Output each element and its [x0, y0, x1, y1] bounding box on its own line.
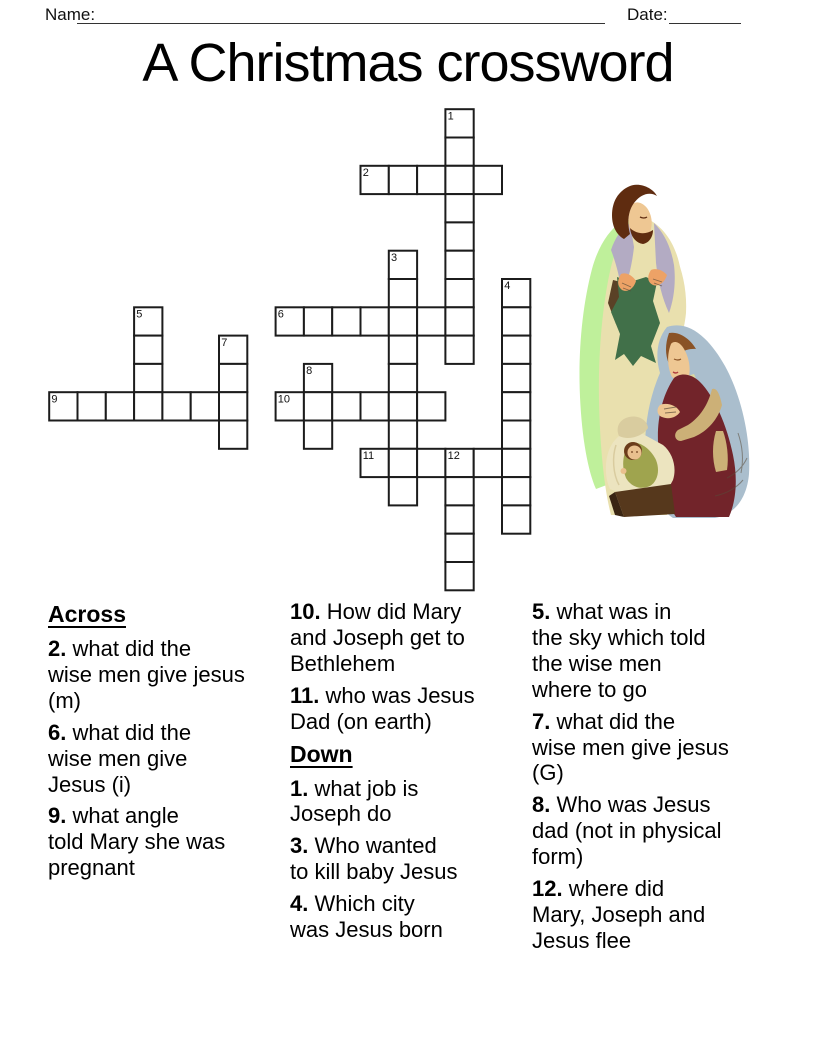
grid-cell: [502, 449, 530, 477]
grid-cell: [360, 307, 388, 335]
crossword-grid: [48, 108, 533, 593]
grid-cell: [502, 364, 530, 392]
clue-3: 3. Who wanted to kill baby Jesus: [290, 833, 458, 885]
clue-number: 6.: [48, 719, 67, 745]
grid-cell: [389, 307, 417, 335]
grid-cell-number: 7: [220, 336, 228, 349]
grid-cell: [162, 392, 190, 420]
name-label: Name:: [45, 5, 96, 24]
date-blank-line: [669, 23, 741, 24]
grid-cell-number: 2: [362, 166, 369, 179]
grid-cell: [389, 477, 417, 505]
grid-cell: [304, 307, 332, 335]
clue-number: 1.: [290, 775, 309, 801]
grid-cell: [389, 166, 417, 194]
grid-cell: [502, 307, 530, 335]
clue-11: 11. who was Jesus Dad (on earth): [290, 682, 475, 734]
clue-number: 10.: [290, 599, 321, 624]
grid-cell-number: 12: [447, 449, 460, 462]
clue-number: 12.: [532, 876, 563, 902]
grid-cell-number: 4: [503, 279, 511, 292]
grid-cell: [332, 392, 360, 420]
clues-heading-down: Down: [290, 740, 353, 767]
grid-cell: [417, 166, 445, 194]
grid-cell: [304, 420, 332, 448]
clue-9: 9. what angle told Mary she was pregnant: [48, 803, 226, 881]
name-blank-line: [77, 23, 605, 24]
clue-5: 5. what was in the sky which told the wise men where to go: [532, 599, 706, 702]
grid-cell: [445, 307, 473, 335]
date-label: Date:: [627, 5, 668, 24]
grid-cell-number: 9: [51, 393, 58, 406]
grid-cell: [445, 477, 473, 505]
worksheet-title: A Christmas crossword: [142, 33, 674, 93]
grid-cell: [445, 505, 473, 533]
grid-cell: [389, 364, 417, 392]
grid-cell: [502, 335, 530, 363]
grid-cell: [389, 335, 417, 363]
grid-cell: [417, 392, 445, 420]
clue-number: 5.: [532, 599, 551, 624]
clue-number: 9.: [48, 803, 67, 829]
grid-cell: [304, 392, 332, 420]
grid-cell: [445, 222, 473, 250]
grid-cell: [360, 392, 388, 420]
grid-cell-number: 8: [305, 364, 313, 377]
clues-column-middle: [290, 599, 530, 949]
grid-cell: [417, 449, 445, 477]
grid-cell: [445, 279, 473, 307]
grid-cell-number: 1: [447, 110, 454, 123]
grid-cell: [445, 250, 473, 278]
grid-cell: [106, 392, 134, 420]
clue-8: 8. Who was Jesus dad (not in physical form): [532, 792, 722, 870]
grid-cell: [445, 137, 473, 165]
grid-cell: [502, 477, 530, 505]
clue-7: 7. what did the wise men give jesus (G): [532, 708, 729, 786]
grid-cell: [417, 307, 445, 335]
grid-cell: [445, 194, 473, 222]
grid-cell: [77, 392, 105, 420]
grid-cell: [445, 335, 473, 363]
grid-cell: [389, 420, 417, 448]
grid-cell-number: 6: [277, 308, 284, 321]
grid-cell-number: 10: [277, 393, 290, 406]
grid-cell-number: 11: [362, 449, 374, 462]
grid-cell: [445, 166, 473, 194]
clue-number: 3.: [290, 833, 309, 859]
clue-number: 7.: [532, 708, 551, 734]
clues-heading-across: Across: [48, 601, 126, 627]
grid-cell: [332, 307, 360, 335]
grid-cell: [445, 533, 473, 561]
grid-cell-number: 3: [390, 251, 397, 264]
grid-cell: [473, 449, 501, 477]
nativity-illustration: [570, 183, 762, 523]
grid-cell: [389, 449, 417, 477]
clue-4: 4. Which city was Jesus born: [290, 891, 443, 943]
clue-number: 2.: [48, 636, 67, 661]
clue-number: 11.: [290, 682, 320, 708]
grid-cell: [219, 364, 247, 392]
clue-number: 8.: [532, 792, 551, 818]
grid-cell: [502, 420, 530, 448]
grid-cell: [445, 562, 473, 590]
grid-cell: [502, 505, 530, 533]
grid-cell: [219, 420, 247, 448]
grid-cell: [134, 392, 162, 420]
clues-column-across: [48, 599, 290, 887]
grid-cell: [219, 392, 247, 420]
clue-1: 1. what job is Joseph do: [290, 775, 419, 827]
clue-12: 12. where did Mary, Joseph and Jesus flee: [532, 876, 706, 953]
grid-cell: [134, 335, 162, 363]
clue-6: 6. what did the wise men give Jesus (i): [48, 719, 192, 797]
grid-cell: [389, 392, 417, 420]
grid-cell-number: 5: [136, 308, 143, 321]
clue-10: 10. How did Mary and Joseph get to Bethlehem: [290, 599, 465, 676]
clue-number: 4.: [290, 891, 309, 917]
clue-2: 2. what did the wise men give jesus (m): [48, 636, 245, 713]
grid-cell: [389, 279, 417, 307]
grid-cell: [134, 364, 162, 392]
grid-cell: [502, 392, 530, 420]
clues-column-right: [532, 599, 810, 960]
grid-cell: [190, 392, 218, 420]
grid-cell: [473, 166, 501, 194]
